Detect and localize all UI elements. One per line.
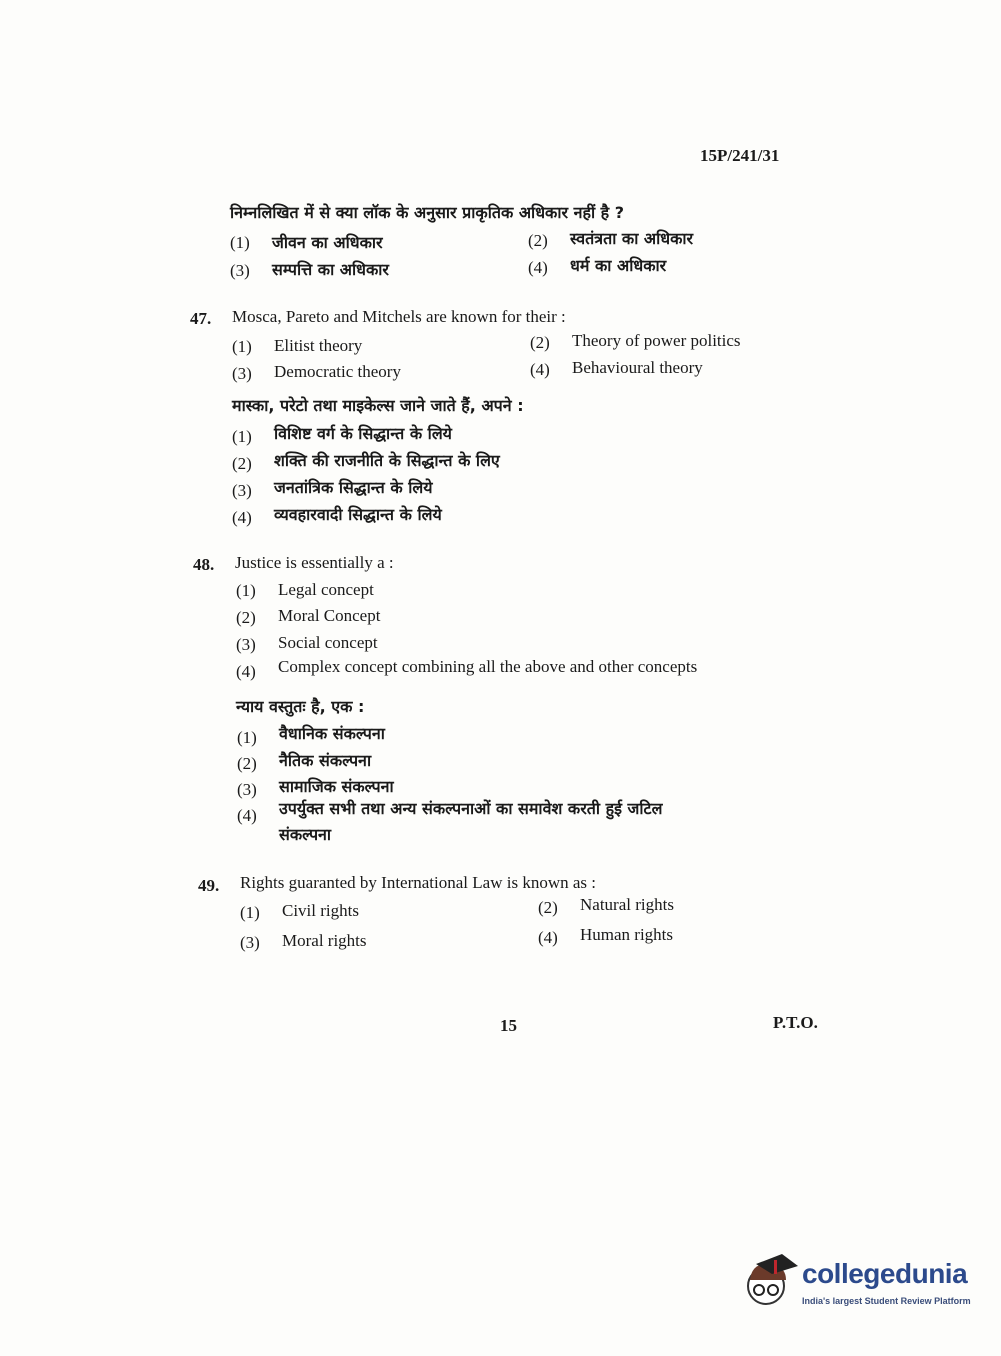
q47-question: Mosca, Pareto and Mitchels are known for their : <box>232 307 566 326</box>
q49-question: Rights guaranted by International Law is known as : <box>240 873 596 892</box>
q48-h-opt2-num: (2) <box>237 754 257 773</box>
q48-h-opt1: वैधानिक संकल्पना <box>279 724 385 743</box>
mascot-icon <box>742 1250 800 1312</box>
q47-h-opt2-num: (2) <box>232 454 252 473</box>
q48-h-opt2: नैतिक संकल्पना <box>279 751 372 770</box>
q46-opt1-num: (1) <box>230 233 250 252</box>
q49-number: 49. <box>198 876 220 895</box>
q48-h-opt1-num: (1) <box>237 728 257 747</box>
q46-opt1: जीवन का अधिकार <box>272 233 383 252</box>
q49-opt3-num: (3) <box>240 933 260 952</box>
brand-name: collegedunia <box>802 1258 968 1289</box>
q48-opt3: Social concept <box>278 633 378 652</box>
q47-opt1: Elitist theory <box>274 336 363 355</box>
q48-opt3-num: (3) <box>236 635 256 654</box>
q48-opt2: Moral Concept <box>278 606 381 625</box>
q48-opt4: Complex concept combining all the above and other concepts <box>278 657 698 676</box>
q48-h-opt4: उपर्युक्त सभी तथा अन्य संकल्पनाओं का समावेश करती हुई जटिल <box>279 799 663 818</box>
q47-opt1-num: (1) <box>232 337 252 356</box>
q47-h-opt4-num: (4) <box>232 508 252 527</box>
q48-opt1-num: (1) <box>236 581 256 600</box>
q47-h-opt3: जनतांत्रिक सिद्धान्त के लिये <box>274 478 433 497</box>
q49-opt3: Moral rights <box>282 931 367 950</box>
q48-h-opt4-num: (4) <box>237 806 257 825</box>
q49-opt4: Human rights <box>580 925 674 944</box>
q48-question: Justice is essentially a : <box>235 553 394 572</box>
collegedunia-logo <box>742 1250 972 1320</box>
q49-opt2-num: (2) <box>538 898 558 917</box>
q47-opt2-num: (2) <box>530 333 550 352</box>
q46-opt3-num: (3) <box>230 261 250 280</box>
q47-h-opt4: व्यवहारवादी सिद्धान्त के लिये <box>274 505 442 524</box>
q47-h-opt1-num: (1) <box>232 427 252 446</box>
pto-label: P.T.O. <box>773 1013 818 1032</box>
q46-opt4-num: (4) <box>528 258 548 277</box>
q47-h-opt1: विशिष्ट वर्ग के सिद्धान्त के लिये <box>274 424 452 443</box>
q48-opt4-num: (4) <box>236 662 256 681</box>
q48-opt1: Legal concept <box>278 580 374 599</box>
q49-opt2: Natural rights <box>580 895 674 914</box>
q46-opt2: स्वतंत्रता का अधिकार <box>570 229 694 248</box>
q47-h-opt2: शक्ति की राजनीति के सिद्धान्त के लिए <box>274 451 500 470</box>
q48-h-opt4-cont: संकल्पना <box>279 825 332 844</box>
q46-opt4: धर्म का अधिकार <box>570 256 667 275</box>
page-number: 15 <box>500 1016 517 1035</box>
q47-h-opt3-num: (3) <box>232 481 252 500</box>
q46-opt3: सम्पत्ति का अधिकार <box>272 260 389 279</box>
q49-opt1: Civil rights <box>282 901 359 920</box>
q46-opt2-num: (2) <box>528 231 548 250</box>
q47-opt4: Behavioural theory <box>572 358 703 377</box>
q47-opt2: Theory of power politics <box>572 331 741 350</box>
q49-opt1-num: (1) <box>240 903 260 922</box>
q49-opt4-num: (4) <box>538 928 558 947</box>
q48-h-opt3-num: (3) <box>237 780 257 799</box>
q47-opt3: Democratic theory <box>274 362 401 381</box>
q47-hindi-question: मास्का, परेटो तथा माइकेल्स जाने जाते हैं, अपने : <box>232 396 524 415</box>
brand-tagline: India's largest Student Review Platform <box>802 1296 971 1306</box>
q48-number: 48. <box>193 555 215 574</box>
paper-code: 15P/241/31 <box>700 146 780 165</box>
q46-hindi-question: निम्नलिखित में से क्या लॉक के अनुसार प्राकृतिक अधिकार नहीं है ? <box>230 203 625 222</box>
q47-opt3-num: (3) <box>232 364 252 383</box>
q48-opt2-num: (2) <box>236 608 256 627</box>
q48-h-opt3: सामाजिक संकल्पना <box>279 777 394 796</box>
q47-opt4-num: (4) <box>530 360 550 379</box>
q48-hindi-question: न्याय वस्तुतः है, एक : <box>236 697 365 716</box>
q47-number: 47. <box>190 309 212 328</box>
